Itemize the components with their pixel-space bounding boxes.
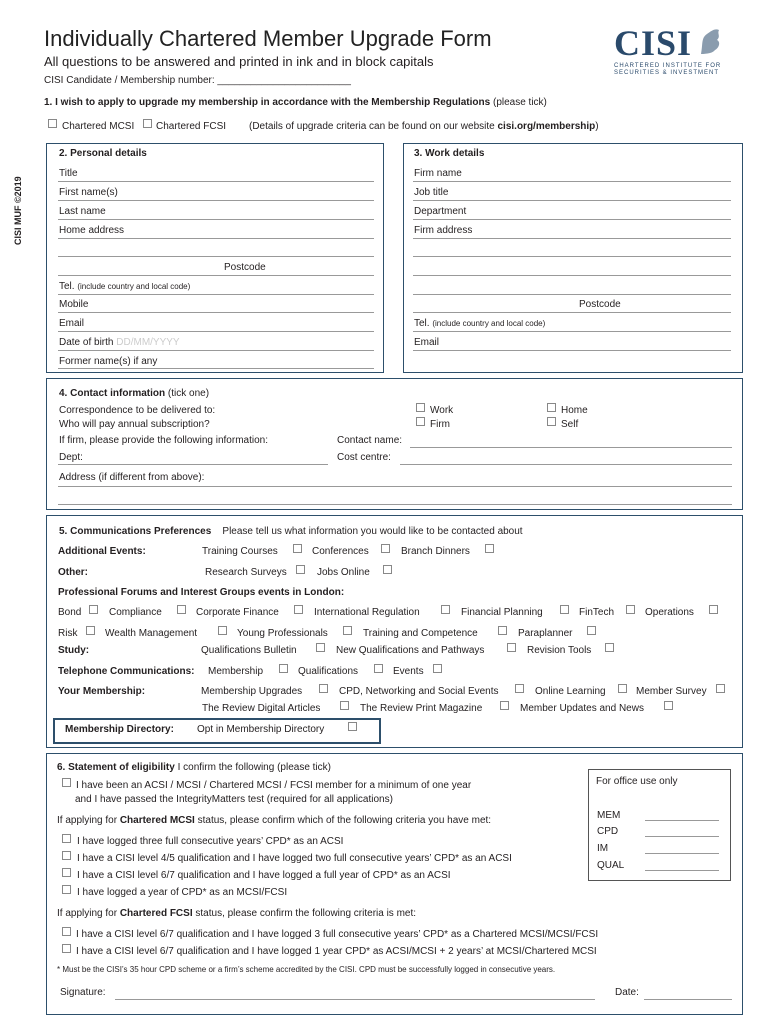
fcsi-1-checkbox[interactable] <box>62 927 71 936</box>
eligibility-a-line1: I have been an ACSI / MCSI / Chartered MCSI / FCSI member for a minimum of one year <box>76 780 472 791</box>
study-label: Study: <box>58 645 90 656</box>
dob-input[interactable] <box>58 350 374 351</box>
home-address-label: Home address <box>59 225 125 236</box>
additional-events-label: Additional Events: <box>58 546 146 557</box>
young-professionals-label: Young Professionals <box>237 628 328 639</box>
job-title-label: Job title <box>414 187 449 198</box>
mcsi-2-checkbox[interactable] <box>62 851 71 860</box>
section1-heading <box>44 97 547 108</box>
firm-address-input-4[interactable] <box>413 294 731 295</box>
alt-address-label: Address (if different from above): <box>59 472 205 483</box>
dob-label <box>59 337 180 348</box>
title-label: Title <box>59 168 78 179</box>
home-address-input-2[interactable] <box>58 256 374 257</box>
office-mem-label: MEM <box>597 810 621 821</box>
eligibility-note: I confirm the following (please tick) <box>177 762 331 773</box>
training-competence-checkbox[interactable] <box>498 626 507 635</box>
compliance-checkbox[interactable] <box>177 605 186 614</box>
young-professionals-checkbox[interactable] <box>343 626 352 635</box>
mcsi-4-checkbox[interactable] <box>62 885 71 894</box>
eligibility-a-line2: and I have passed the IntegrityMatters test (required for all applications) <box>75 794 393 805</box>
fcsi-intro-bold: Chartered FCSI <box>119 908 193 919</box>
firm-name-label: Firm name <box>414 168 462 179</box>
correspondence-home-checkbox[interactable] <box>547 403 556 412</box>
tel-qualifications-checkbox[interactable] <box>374 664 383 673</box>
forums-heading: Professional Forums and Interest Groups events in London: <box>58 587 345 598</box>
chartered-mcsi-checkbox[interactable] <box>48 119 57 128</box>
financial-planning-checkbox[interactable] <box>560 605 569 614</box>
firm-postcode-label: Postcode <box>579 299 621 310</box>
fcsi-intro <box>57 908 416 919</box>
online-learning-checkbox[interactable] <box>618 684 627 693</box>
firm-address-input-1[interactable] <box>413 238 731 239</box>
wealth-management-checkbox[interactable] <box>218 626 227 635</box>
corporate-finance-checkbox[interactable] <box>294 605 303 614</box>
side-label-text: CISI MUF ©2019 <box>13 176 23 245</box>
correspondence-work-checkbox[interactable] <box>416 403 425 412</box>
office-qual-input[interactable] <box>645 870 719 871</box>
training-courses-label: Training Courses <box>202 546 278 557</box>
mcsi-4-label: I have logged a year of CPD* as an MCSI/FCSI <box>77 887 288 898</box>
personal-details-heading: 2. Personal details <box>59 148 147 159</box>
compliance-label: Compliance <box>109 607 162 618</box>
chartered-mcsi-label: Chartered MCSI <box>62 121 135 132</box>
tel-label-text: Tel. <box>59 281 75 292</box>
member-survey-label: Member Survey <box>636 686 707 697</box>
fcsi-2-checkbox[interactable] <box>62 944 71 953</box>
review-print-checkbox[interactable] <box>500 701 509 710</box>
telephone-label: Telephone Communications: <box>58 666 195 677</box>
fcsi-1-label: I have a CISI level 6/7 qualification and I have logged 3 full consecutive years’ CPD* as a Chartered MCSI/MCSI/FCSI <box>76 929 599 940</box>
research-surveys-checkbox[interactable] <box>296 565 305 574</box>
communications-intro: Please tell us what information you would like to be contacted about <box>222 526 523 537</box>
office-cpd-label: CPD <box>597 826 619 837</box>
alt-address-input-1[interactable] <box>58 486 732 487</box>
subscription-self-label: Self <box>561 419 579 430</box>
tel-label <box>59 281 190 292</box>
chartered-fcsi-checkbox[interactable] <box>143 119 152 128</box>
cpd-footnote: * Must be the CISI’s 35 hour CPD scheme or a firm’s scheme accredited by the CISI. CPD must be successfully logged in consecutive years. <box>57 965 556 974</box>
your-membership-label: Your Membership: <box>58 686 146 697</box>
signature-input[interactable] <box>115 999 595 1000</box>
office-im-input[interactable] <box>645 853 719 854</box>
criteria-note-suffix: ) <box>595 121 599 132</box>
subscription-self-checkbox[interactable] <box>547 417 556 426</box>
page-title: Individually Chartered Member Upgrade Form <box>44 26 492 51</box>
mcsi-3-checkbox[interactable] <box>62 868 71 877</box>
work-email-label: Email <box>414 337 440 348</box>
mcsi-intro <box>57 815 491 826</box>
mcsi-1-label: I have logged three full consecutive years’ CPD* as an ACSI <box>77 836 344 847</box>
dob-label-text: Date of birth <box>59 337 114 348</box>
communications-heading-text: 5. Communications Preferences <box>59 526 212 537</box>
jobs-online-checkbox[interactable] <box>383 565 392 574</box>
eligibility-heading-text: 6. Statement of eligibility <box>57 762 175 773</box>
member-updates-checkbox[interactable] <box>664 701 673 710</box>
date-input[interactable] <box>644 999 732 1000</box>
department-label: Department <box>414 206 467 217</box>
home-address-input-1[interactable] <box>58 238 374 239</box>
work-tel-label <box>414 318 545 329</box>
home-postcode-input[interactable] <box>58 275 374 276</box>
training-competence-label: Training and Competence <box>363 628 478 639</box>
directory-opt-checkbox[interactable] <box>348 722 357 731</box>
member-updates-label: Member Updates and News <box>520 703 644 714</box>
jobs-online-label: Jobs Online <box>317 567 370 578</box>
griffin-icon <box>697 26 723 56</box>
firm-postcode-input[interactable] <box>413 312 731 313</box>
mcsi-3-label: I have a CISI level 6/7 qualification and I have logged a full year of CPD* as an ACSI <box>77 870 451 881</box>
email-label: Email <box>59 318 85 329</box>
signature-label: Signature: <box>60 987 106 998</box>
alt-address-input-2[interactable] <box>58 504 732 505</box>
intl-regulation-label: International Regulation <box>314 607 420 618</box>
contact-info-heading <box>59 388 209 399</box>
cost-centre-input[interactable] <box>400 464 732 465</box>
paraplanner-label: Paraplanner <box>518 628 573 639</box>
fcsi-2-label: I have a CISI level 6/7 qualification and I have logged 1 year CPD* as ACSI/MCSI + 2 years’ at MCSI/Chartered MCSI <box>76 946 597 957</box>
tel-events-label: Events <box>393 666 424 677</box>
online-learning-label: Online Learning <box>535 686 606 697</box>
correspondence-work-label: Work <box>430 405 454 416</box>
email-input[interactable] <box>58 331 374 332</box>
fcsi-intro-pre: If applying for <box>57 908 120 919</box>
section1-heading-text: 1. I wish to apply to upgrade my membership in accordance with the Membership Regulations <box>44 97 491 108</box>
work-details-heading: 3. Work details <box>414 148 485 159</box>
page-subtitle: All questions to be answered and printed in ink and in block capitals <box>44 54 434 69</box>
paraplanner-checkbox[interactable] <box>587 626 596 635</box>
office-cpd-input[interactable] <box>645 836 719 837</box>
qual-bulletin-label: Qualifications Bulletin <box>201 645 297 656</box>
title-input[interactable] <box>58 181 374 182</box>
eligibility-a-checkbox[interactable] <box>62 778 71 787</box>
mcsi-intro-pre: If applying for <box>57 815 120 826</box>
upgrade-criteria-note <box>249 121 599 132</box>
office-qual-label: QUAL <box>597 860 625 871</box>
fintech-label: FinTech <box>579 607 615 618</box>
logo-tagline-1: CHARTERED INSTITUTE FOR <box>614 63 722 69</box>
membership-upgrades-label: Membership Upgrades <box>201 686 303 697</box>
home-postcode-label: Postcode <box>224 262 266 273</box>
membership-upgrades-checkbox[interactable] <box>319 684 328 693</box>
office-use-heading: For office use only <box>596 776 678 787</box>
work-email-input[interactable] <box>413 350 731 351</box>
fintech-checkbox[interactable] <box>626 605 635 614</box>
firm-address-input-2[interactable] <box>413 256 731 257</box>
wealth-management-label: Wealth Management <box>105 628 198 639</box>
cpd-networking-label: CPD, Networking and Social Events <box>339 686 499 697</box>
criteria-note-prefix: (Details of upgrade criteria can be found on our website <box>249 121 498 132</box>
former-names-label: Former name(s) if any <box>59 356 158 367</box>
operations-checkbox[interactable] <box>709 605 718 614</box>
contact-info-heading-text: 4. Contact information <box>59 388 166 399</box>
mobile-label: Mobile <box>59 299 89 310</box>
risk-label: Risk <box>58 628 78 639</box>
cisi-logo: CISI <box>614 23 693 63</box>
bond-checkbox[interactable] <box>89 605 98 614</box>
tel-input[interactable] <box>58 294 374 295</box>
last-name-label: Last name <box>59 206 106 217</box>
dob-placeholder: DD/MM/YYYY <box>116 337 180 348</box>
mcsi-1-checkbox[interactable] <box>62 834 71 843</box>
intl-regulation-checkbox[interactable] <box>441 605 450 614</box>
cost-centre-label: Cost centre: <box>337 452 391 463</box>
research-surveys-label: Research Surveys <box>205 567 287 578</box>
branch-dinners-checkbox[interactable] <box>485 544 494 553</box>
subscription-label: Who will pay annual subscription? <box>59 419 210 430</box>
work-tel-note: (include country and local code) <box>432 319 546 328</box>
tel-membership-checkbox[interactable] <box>279 664 288 673</box>
directory-opt-label: Opt in Membership Directory <box>197 724 325 735</box>
membership-directory-label: Membership Directory: <box>65 724 174 735</box>
cpd-networking-checkbox[interactable] <box>515 684 524 693</box>
contact-info-note: (tick one) <box>167 388 210 399</box>
firm-name-input[interactable] <box>413 181 731 182</box>
last-name-input[interactable] <box>58 219 374 220</box>
work-tel-label-text: Tel. <box>414 318 430 329</box>
department-input[interactable] <box>413 219 731 220</box>
branch-dinners-label: Branch Dinners <box>401 546 470 557</box>
mcsi-intro-post: status, please confirm which of the following criteria you have met: <box>194 815 492 826</box>
first-names-label: First name(s) <box>59 187 118 198</box>
section1-heading-note: (please tick) <box>492 97 547 108</box>
subscription-firm-label: Firm <box>430 419 450 430</box>
mobile-input[interactable] <box>58 312 374 313</box>
contact-name-label: Contact name: <box>337 435 403 446</box>
revision-tools-checkbox[interactable] <box>605 643 614 652</box>
tel-note: (include country and local code) <box>77 282 191 291</box>
review-digital-checkbox[interactable] <box>340 701 349 710</box>
tel-membership-label: Membership <box>208 666 264 677</box>
other-label: Other: <box>58 567 88 578</box>
dept-input[interactable] <box>58 464 328 465</box>
subscription-firm-checkbox[interactable] <box>416 417 425 426</box>
membership-number-field[interactable]: CISI Candidate / Membership number: ________________________ <box>44 75 351 86</box>
logo-tagline <box>614 63 734 77</box>
correspondence-label: Correspondence to be delivered to: <box>59 405 216 416</box>
office-im-label: IM <box>597 843 609 854</box>
new-quals-checkbox[interactable] <box>507 643 516 652</box>
first-names-input[interactable] <box>58 200 374 201</box>
chartered-fcsi-label: Chartered FCSI <box>156 121 227 132</box>
conferences-label: Conferences <box>312 546 369 557</box>
tel-events-checkbox[interactable] <box>433 664 442 673</box>
new-quals-label: New Qualifications and Pathways <box>336 645 485 656</box>
eligibility-heading <box>57 762 331 773</box>
side-label <box>8 150 28 250</box>
mcsi-2-label: I have a CISI level 4/5 qualification and I have logged two full consecutive years’ CPD* as an ACSI <box>77 853 512 864</box>
if-firm-label: If firm, please provide the following information: <box>59 435 268 446</box>
review-print-label: The Review Print Magazine <box>360 703 483 714</box>
logo-tagline-2: SECURITIES & INVESTMENT <box>614 70 720 76</box>
financial-planning-label: Financial Planning <box>461 607 543 618</box>
risk-checkbox[interactable] <box>86 626 95 635</box>
office-mem-input[interactable] <box>645 820 719 821</box>
firm-address-label: Firm address <box>414 225 473 236</box>
dept-label: Dept: <box>59 452 83 463</box>
date-label: Date: <box>615 987 639 998</box>
contact-name-input[interactable] <box>410 447 732 448</box>
operations-label: Operations <box>645 607 694 618</box>
criteria-link[interactable]: cisi.org/membership <box>497 121 596 132</box>
revision-tools-label: Revision Tools <box>527 645 592 656</box>
job-title-input[interactable] <box>413 200 731 201</box>
conferences-checkbox[interactable] <box>381 544 390 553</box>
bond-label: Bond <box>58 607 82 618</box>
communications-heading <box>59 526 523 537</box>
training-courses-checkbox[interactable] <box>293 544 302 553</box>
work-tel-input[interactable] <box>413 331 731 332</box>
mcsi-intro-bold: Chartered MCSI <box>119 815 195 826</box>
tel-qualifications-label: Qualifications <box>298 666 359 677</box>
correspondence-home-label: Home <box>561 405 588 416</box>
former-names-input[interactable] <box>58 368 374 369</box>
member-survey-checkbox[interactable] <box>716 684 725 693</box>
corporate-finance-label: Corporate Finance <box>196 607 279 618</box>
fcsi-intro-post: status, please confirm the following criteria is met: <box>192 908 417 919</box>
qual-bulletin-checkbox[interactable] <box>316 643 325 652</box>
firm-address-input-3[interactable] <box>413 275 731 276</box>
review-digital-label: The Review Digital Articles <box>202 703 321 714</box>
